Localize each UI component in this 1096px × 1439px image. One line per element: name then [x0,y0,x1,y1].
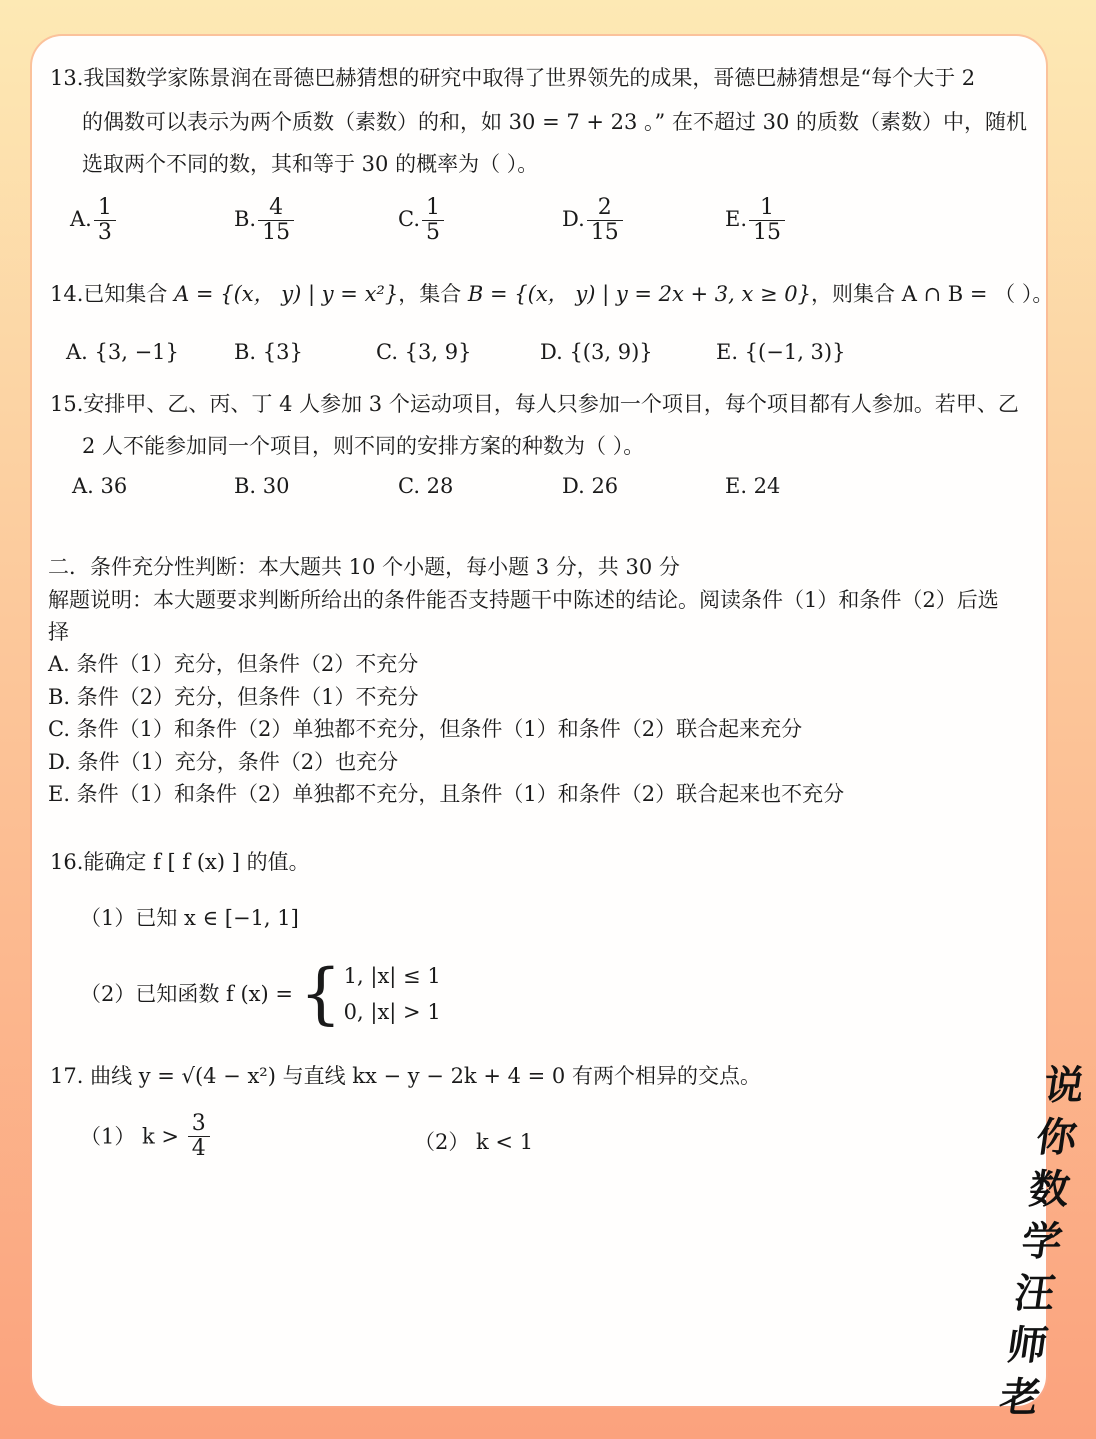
section2-choice-a: A. 条件（1）充分，但条件（2）不充分 [48,652,419,676]
q13-line2: 的偶数可以表示为两个质数（素数）的和，如 30 = 7 + 23 。” 在不超过 30 的质数（素数）中，随机 [82,110,1028,134]
q16-condition-2: （2）已知函数 f (x) = { 1, |x| ≤ 1 0, |x| > 1 [80,955,441,1032]
piecewise-case-1: 1, |x| ≤ 1 [343,964,441,988]
q14-set-b: B = {(x， y) | y = 2x + 3, x ≥ 0} [467,282,812,306]
section2-choice-e: E. 条件（1）和条件（2）单独都不充分，且条件（1）和条件（2）联合起来也不充分 [48,782,845,806]
q15-option-c: C. 28 [398,474,454,498]
q14-option-a: A. {3, −1} [66,340,179,364]
q13-option-d: D. $\frac{2}{15}$ [562,196,623,245]
q14-option-c: C. {3, 9} [376,340,472,364]
q17-stem: 17. 曲线 y = √(4 − x²) 与直线 kx − y − 2k + 4 = 0 有两个相异的交点。 [50,1064,761,1088]
q15-line1: 15.安排甲、乙、丙、丁 4 人参加 3 个运动项目，每人只参加一个项目，每个项目都有人参加。若甲、乙 [50,392,1019,416]
q13-option-c: C. $\frac{1}{5}$ [398,196,444,245]
q16-stem: 16.能确定 f [ f (x) ] 的值。 [50,850,310,874]
q16-condition-1: （1）已知 x ∈ [−1, 1] [80,906,299,930]
section2-choice-d: D. 条件（1）充分，条件（2）也充分 [48,750,399,774]
piecewise-case-2: 0, |x| > 1 [343,1000,441,1024]
q15-option-e: E. 24 [725,474,781,498]
q15-option-b: B. 30 [234,474,290,498]
q15-option-a: A. 36 [72,474,128,498]
q13-option-a: A. $\frac{1}{3}$ [70,196,116,245]
q15-line2: 2 人不能参加同一个项目，则不同的安排方案的种数为（ ）。 [82,434,645,458]
q14-stem: 14.已知集合 A = {(x， y) | y = x²}，集合 B = {(x， y) | y = 2x + 3, x ≥ 0}，则集合 A ∩ B = （ ）。 [50,282,1054,306]
q13-option-e: E. $\frac{1}{15}$ [725,196,785,245]
q13-line1: 13.我国数学家陈景润在哥德巴赫猜想的研究中取得了世界领先的成果，哥德巴赫猜想是“每个大于 2 [50,66,976,90]
q14-option-d: D. {(3, 9)} [540,340,653,364]
q14-option-e: E. {(−1, 3)} [716,340,846,364]
q14-set-a: A = {(x， y) | y = x²} [174,282,399,306]
section2-choice-b: B. 条件（2）充分，但条件（1）不充分 [48,685,419,709]
section2-choice-c: C. 条件（1）和条件（2）单独都不充分，但条件（1）和条件（2）联合起来充分 [48,717,803,741]
q13-option-b: B. $\frac{4}{15}$ [234,196,294,245]
q15-option-d: D. 26 [562,474,619,498]
q14-option-b: B. {3} [234,340,303,364]
q17-condition-2: （2） k < 1 [414,1130,534,1154]
q17-condition-1: （1） k > $\frac{3}{4}$ [80,1112,210,1161]
section2-title: 二．条件充分性判断：本大题共 10 个小题，每小题 3 分，共 30 分 [48,555,680,579]
signature-watermark: 说 你 数 学 汪 师 老 [996,1063,1088,1421]
piecewise-function: { 1, |x| ≤ 1 0, |x| > 1 [299,955,441,1032]
section2-desc-line2: 择 [48,620,69,644]
section2-desc-line1: 解题说明：本大题要求判断所给出的条件能否支持题干中陈述的结论。阅读条件（1）和条件（2）后选 [48,588,999,612]
q13-line3: 选取两个不同的数，其和等于 30 的概率为（ ）。 [82,152,539,176]
